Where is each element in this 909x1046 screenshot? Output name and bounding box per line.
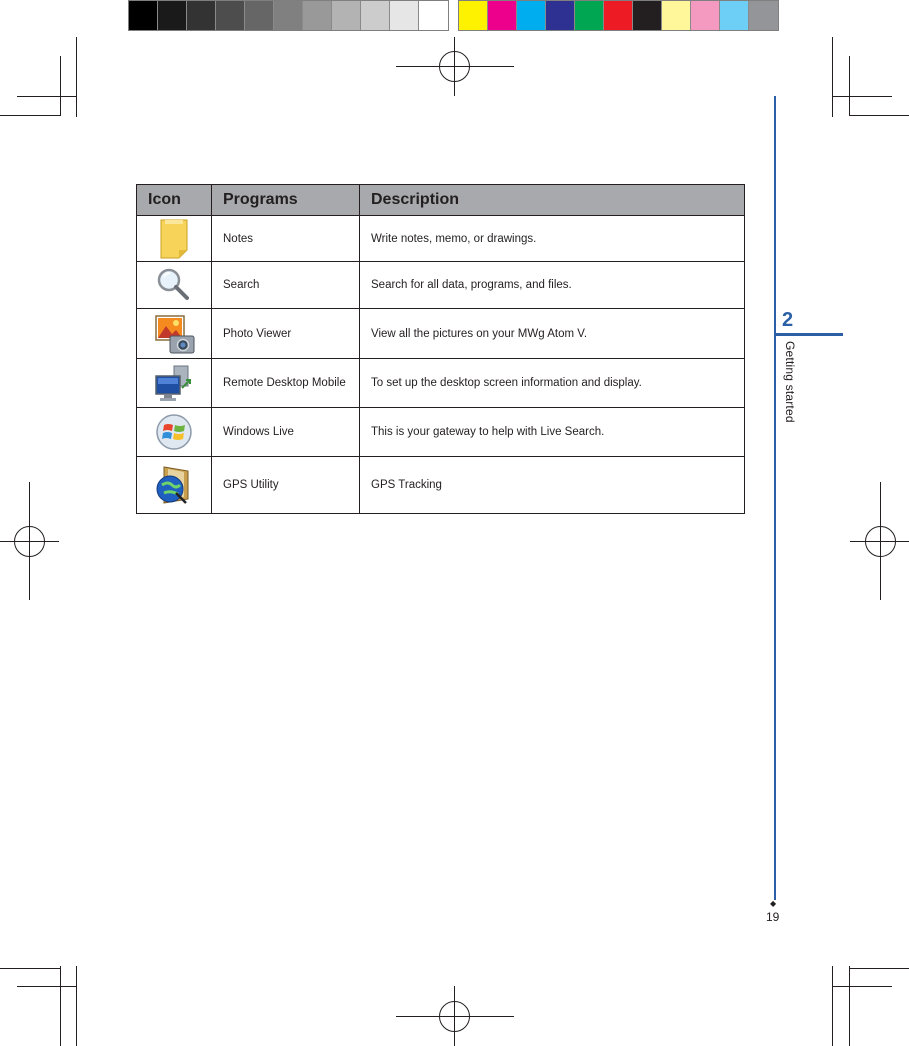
remote-desktop-icon — [152, 362, 196, 404]
crop-mark — [76, 37, 77, 117]
crop-mark — [17, 96, 77, 97]
color-swatch — [691, 1, 720, 30]
gray-swatch — [216, 1, 245, 30]
color-swatch — [633, 1, 662, 30]
program-name: Search — [212, 262, 360, 309]
table-row — [137, 216, 745, 262]
header-description: Description — [360, 185, 745, 216]
color-swatch — [604, 1, 633, 30]
gray-swatch — [158, 1, 187, 30]
color-swatch — [662, 1, 691, 30]
color-swatch — [546, 1, 575, 30]
program-name: Remote Desktop Mobile — [212, 359, 360, 408]
gray-swatch — [419, 1, 448, 30]
crop-mark — [849, 56, 850, 116]
color-swatch — [749, 1, 778, 30]
crop-mark — [832, 986, 892, 987]
table-row — [137, 309, 745, 359]
crop-mark — [832, 966, 833, 1046]
search-icon — [154, 265, 194, 305]
color-swatch — [488, 1, 517, 30]
crop-mark — [832, 37, 833, 117]
gray-swatch — [245, 1, 274, 30]
chapter-number: 2 — [782, 309, 794, 331]
photo-viewer-icon — [152, 312, 196, 356]
color-swatch — [575, 1, 604, 30]
program-description: Search for all data, programs, and files. — [360, 262, 745, 309]
crop-mark — [17, 986, 77, 987]
program-name: Photo Viewer — [212, 309, 360, 359]
gray-swatch — [129, 1, 158, 30]
crop-mark — [60, 56, 61, 116]
program-name: GPS Utility — [212, 457, 360, 514]
gray-swatch — [361, 1, 390, 30]
crop-mark — [849, 968, 909, 969]
header-icon: Icon — [137, 185, 212, 216]
gray-swatch — [303, 1, 332, 30]
color-swatch — [459, 1, 488, 30]
icon-cell — [137, 359, 212, 408]
table-row — [137, 359, 745, 408]
table-row — [137, 457, 745, 514]
crop-mark — [0, 115, 61, 116]
icon-cell — [137, 262, 212, 309]
color-swatch — [517, 1, 546, 30]
gray-swatch — [274, 1, 303, 30]
table-row — [137, 408, 745, 457]
gray-swatch — [187, 1, 216, 30]
icon-cell — [137, 309, 212, 359]
gps-utility-icon — [152, 463, 196, 507]
table-header-row — [137, 185, 745, 216]
crop-mark — [849, 966, 850, 1046]
program-description: GPS Tracking — [360, 457, 745, 514]
chapter-title: Getting started — [783, 341, 797, 423]
page-marker-diamond: ◆ — [770, 899, 777, 908]
icon-cell — [137, 408, 212, 457]
grayscale-color-bar — [128, 0, 449, 31]
crop-mark — [832, 96, 892, 97]
program-name: Windows Live — [212, 408, 360, 457]
programs-table — [136, 184, 745, 514]
page-number: 19 — [766, 910, 780, 924]
header-programs: Programs — [212, 185, 360, 216]
crop-mark — [0, 968, 61, 969]
chapter-side-line — [774, 96, 776, 900]
icon-cell — [137, 457, 212, 514]
gray-swatch — [390, 1, 419, 30]
notes-icon — [157, 218, 191, 260]
table-row — [137, 262, 745, 309]
crop-mark — [76, 966, 77, 1046]
gray-swatch — [332, 1, 361, 30]
program-description: View all the pictures on your MWg Atom V. — [360, 309, 745, 359]
crop-mark — [849, 115, 909, 116]
program-description: Write notes, memo, or drawings. — [360, 216, 745, 262]
color-swatch — [720, 1, 749, 30]
program-description: To set up the desktop screen information and display. — [360, 359, 745, 408]
program-description: This is your gateway to help with Live Search. — [360, 408, 745, 457]
process-color-bar — [458, 0, 779, 31]
chapter-tab-bar — [774, 333, 843, 336]
icon-cell — [137, 216, 212, 262]
program-name: Notes — [212, 216, 360, 262]
windows-live-icon — [154, 412, 194, 452]
crop-mark — [60, 966, 61, 1046]
